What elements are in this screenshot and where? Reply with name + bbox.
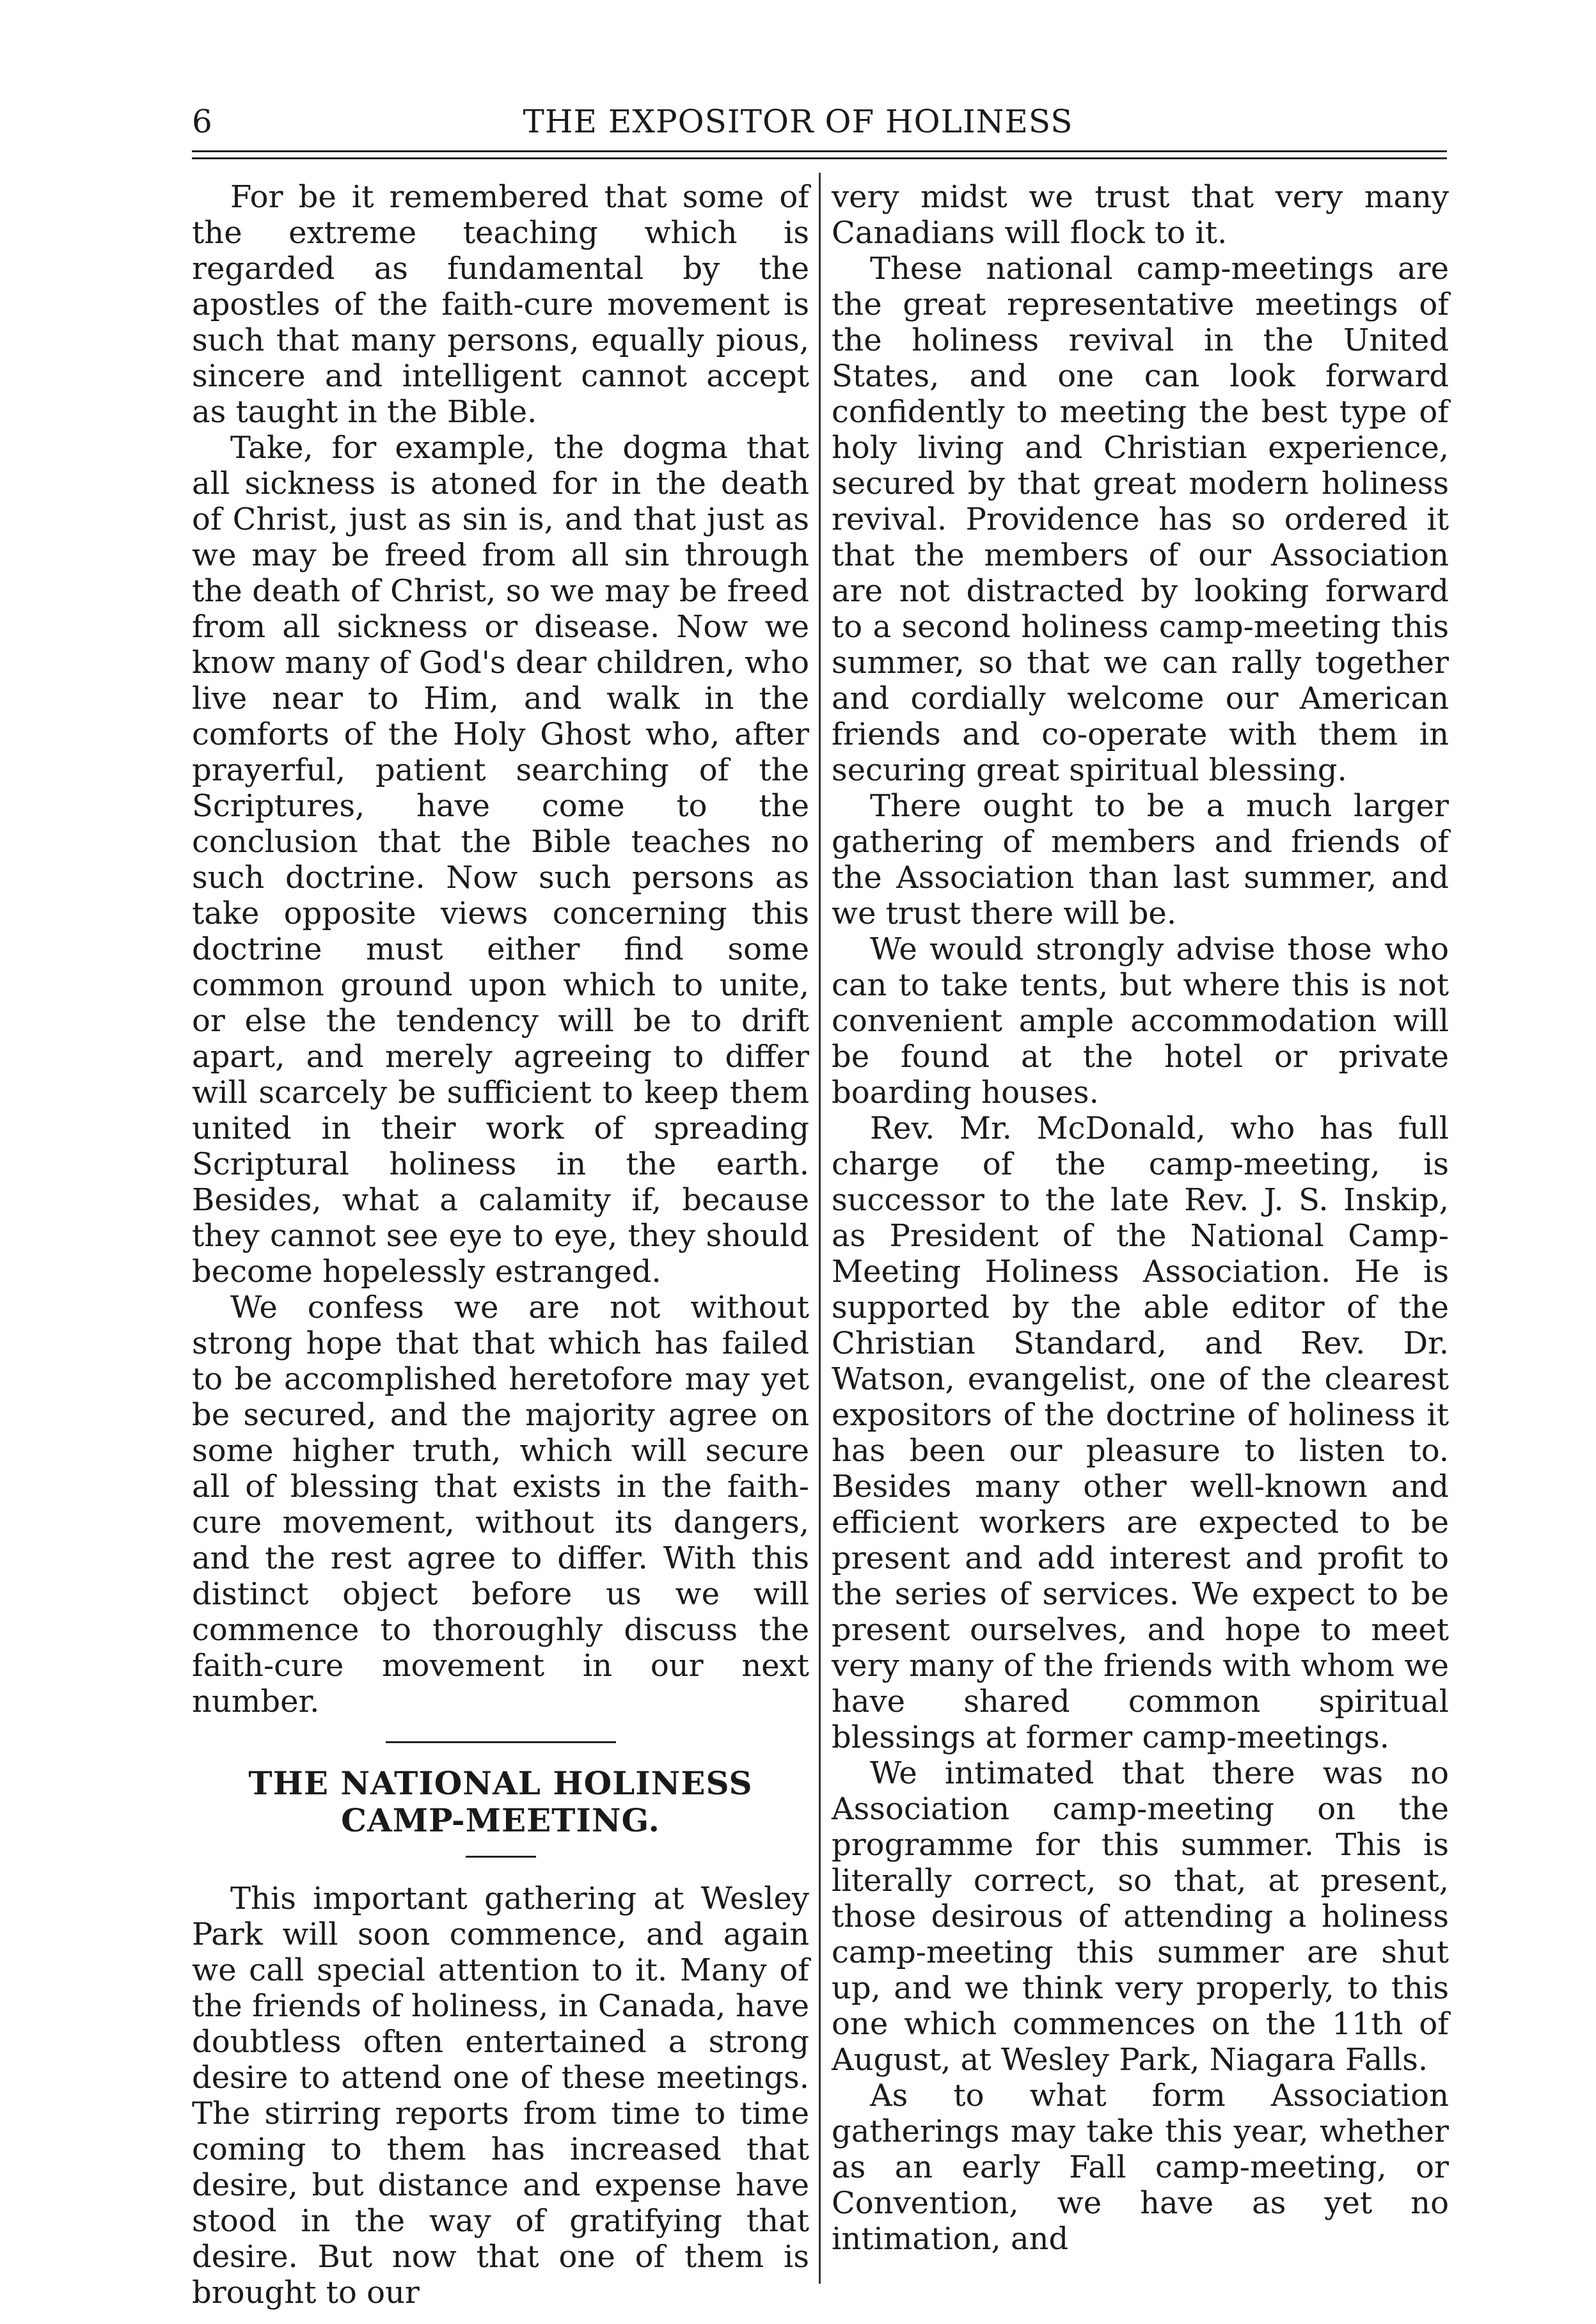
paragraph: We would strongly advise those who can to take tents, but where this is not convenient ample accommodation will be found at the hotel or private boarding houses. xyxy=(832,931,1449,1111)
page-number: 6 xyxy=(192,103,212,140)
paragraph: We intimated that there was no Association camp-meeting on the programme for this summer. This is literally correct, so that, at present, those desirous of attending a holiness camp-meeting this summer are shut up, and we think very properly, to this one which commences on the 11th of August, at Wesley Park, Niagara Falls. xyxy=(832,1755,1449,2078)
header-rule xyxy=(192,150,1447,152)
right-column xyxy=(832,179,1449,2257)
continued-paragraph: very midst we trust that very many Canadians will flock to it. xyxy=(832,179,1449,251)
article-title: THE NATIONAL HOLINESS CAMP-MEETING. xyxy=(248,1764,753,1839)
running-head: THE EXPOSITOR OF HOLINESS xyxy=(523,103,1073,140)
paragraph: As to what form Association gatherings may take this year, whether as an early Fall camp-meeting, or Convention, we have as yet no intimation, and xyxy=(832,2078,1449,2257)
left-column xyxy=(192,179,809,2311)
section-divider-rule xyxy=(386,1741,616,1743)
paragraph: Rev. Mr. McDonald, who has full charge of the camp-meeting, is successor to the late Rev. J. S. Inskip, as President of the National Camp-Meeting Holiness Association. He is supported by the able editor of the Christian Standard, and Rev. Dr. Watson, evangelist, one of the clearest expositors of the doctrine of holiness it has been our pleasure to listen to. Besides many other well-known and efficient workers are expected to be present and add interest and profit to the series of services. We expect to be present ourselves, and hope to meet very many of the friends with whom we have shared common spiritual blessings at former camp-meetings. xyxy=(832,1111,1449,1755)
paragraph: Take, for example, the dogma that all sickness is atoned for in the death of Christ, just as sin is, and that just as we may be freed from all sin through the death of Christ, so we may be freed from all sickness or disease. Now we know many of God's dear children, who live near to Him, and walk in the comforts of the Holy Ghost who, after prayerful, patient searching of the Scriptures, have come to the conclusion that the Bible teaches no such doctrine. Now such persons as take opposite views concerning this doctrine must either find some common ground upon which to unite, or else the tendency will be to drift apart, and merely agreeing to differ will scarcely be sufficient to keep them united in their work of spreading Scriptural holiness in the earth. Besides, what a calamity if, because they cannot see eye to eye, they should become hopelessly estranged. xyxy=(192,430,809,1290)
paragraph: These national camp-meetings are the great representative meetings of the holiness revival in the United States, and one can look forward confidently to meeting the best type of holy living and Christian experience, secured by that great modern holiness revival. Providence has so ordered it that the members of our Association are not distracted by looking forward to a second holiness camp-meeting this summer, so that we can rally together and cordially welcome our American friends and co-operate with them in securing great spiritual blessing. xyxy=(832,251,1449,788)
title-underline-rule xyxy=(466,1856,536,1858)
header-rule-double xyxy=(192,157,1447,159)
paragraph: For be it remembered that some of the extreme teaching which is regarded as fundamental by the apostles of the faith-cure movement is such that many persons, equally pious, sincere and intelligent cannot accept as taught in the Bible. xyxy=(192,179,809,430)
paragraph: We confess we are not without strong hope that that which has failed to be accomplished heretofore may yet be secured, and the majority agree on some higher truth, which will secure all of blessing that exists in the faith-cure movement, without its dangers, and the rest agree to differ. With this distinct object before us we will commence to thoroughly discuss the faith-cure movement in our next number. xyxy=(192,1290,809,1719)
paragraph: There ought to be a much larger gathering of members and friends of the Association than last summer, and we trust there will be. xyxy=(832,788,1449,931)
column-divider xyxy=(819,173,821,2284)
paragraph: This important gathering at Wesley Park will soon commence, and again we call special attention to it. Many of the friends of holiness, in Canada, have doubtless often entertained a strong desire to attend one of these meetings. The stirring reports from time to time coming to them has increased that desire, but distance and expense have stood in the way of gratifying that desire. But now that one of them is brought to our xyxy=(192,1881,809,2311)
